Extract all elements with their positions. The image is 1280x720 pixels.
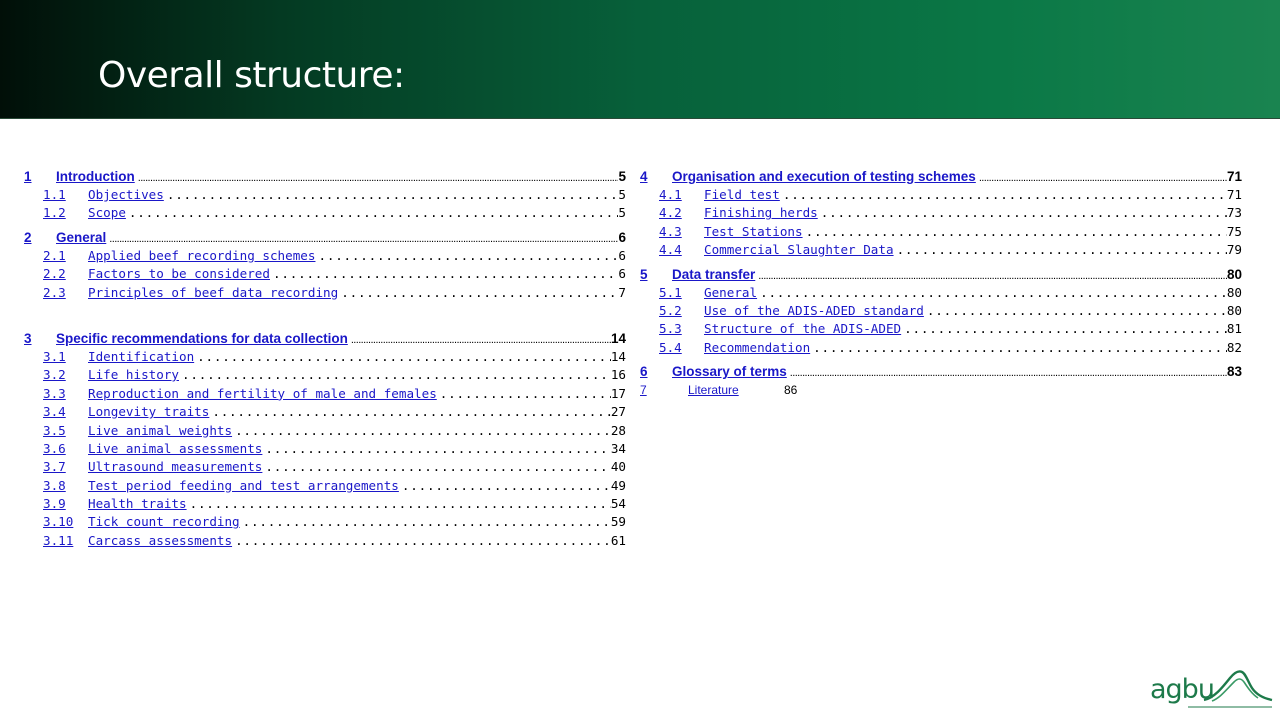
toc-entry-title-link[interactable]: Scope [88, 205, 126, 221]
toc-subsection-row[interactable] [640, 223, 1242, 241]
toc-subsection-row[interactable] [24, 366, 626, 384]
toc-page-number: 80 [1226, 302, 1242, 318]
toc-entry-title-link[interactable]: Tick count recording [88, 514, 240, 530]
toc-entry-title-link[interactable]: Field test [704, 187, 780, 202]
agbu-logo [1148, 664, 1276, 714]
toc-entry-title-link[interactable]: Glossary of terms [672, 364, 787, 380]
toc-page-number: 82 [1226, 339, 1242, 355]
toc-subsection-row[interactable] [24, 265, 626, 283]
toc-dot-leader [901, 320, 1227, 338]
toc-entry-number-link[interactable]: 2 [24, 229, 32, 245]
toc-entry-number-link[interactable]: 3.1 [43, 348, 66, 364]
toc-entry-number-link[interactable]: 3.10 [43, 514, 74, 530]
toc-entry-number-link[interactable]: 3.11 [43, 532, 74, 548]
toc-entry-number-link[interactable]: 1.1 [43, 187, 66, 202]
toc-dot-leader [894, 241, 1227, 259]
toc-dot-leader [179, 366, 611, 384]
toc-entry-number-link[interactable]: 3.5 [43, 422, 66, 438]
toc-entry-number-link[interactable]: 4.2 [659, 205, 682, 221]
toc-subsection-row[interactable] [640, 186, 1242, 204]
toc-dot-leader [787, 363, 1227, 381]
toc-entry-number-link[interactable]: 2.3 [43, 284, 66, 300]
toc-page-number: 5 [618, 169, 626, 184]
toc-page-number: 75 [1226, 223, 1242, 239]
slide-title: Overall structure: [98, 55, 405, 96]
toc-subsection-row[interactable] [24, 385, 626, 403]
toc-section-row[interactable] [640, 363, 1242, 381]
toc-section-row[interactable] [24, 168, 626, 186]
toc-subsection-row[interactable] [24, 403, 626, 421]
toc-entry-title-link[interactable]: Reproduction and fertility of male and females [88, 385, 437, 401]
toc-entry-title-link[interactable]: Life history [88, 367, 179, 383]
toc-dot-leader [232, 422, 611, 440]
toc-dot-leader [106, 229, 618, 247]
toc-entry-title-link[interactable]: Test period feeding and test arrangements [88, 477, 399, 493]
toc-dot-leader [810, 339, 1227, 357]
toc-entry-title-link[interactable]: Ultrasound measurements [88, 459, 263, 475]
toc-entry-title-link[interactable]: Use of the ADIS-ADED standard [704, 302, 924, 318]
toc-page-number: 14 [610, 348, 626, 364]
toc-entry-number-link[interactable]: 2.1 [43, 247, 66, 263]
toc-entry-number-link[interactable]: 3.4 [43, 404, 66, 420]
toc-dot-leader [399, 477, 611, 495]
toc-entry-title-link[interactable]: Literature [688, 383, 739, 398]
toc-page-number: 49 [610, 477, 626, 493]
toc-entry-number-link[interactable]: 1 [24, 169, 32, 184]
toc-subsection-row[interactable] [24, 513, 626, 531]
toc-dot-leader [270, 265, 618, 283]
toc-dot-leader [348, 330, 611, 348]
toc-page-number: 5 [618, 187, 626, 202]
toc-page-number: 80 [1226, 266, 1242, 282]
toc-page-number: 27 [610, 404, 626, 420]
toc-entry-number-link[interactable]: 4 [640, 169, 648, 184]
toc-page-number: 34 [610, 440, 626, 456]
toc-dot-leader [976, 168, 1227, 186]
toc-page-number: 59 [610, 514, 626, 530]
toc-column-left [24, 168, 626, 550]
toc-entry-number-link[interactable]: 4.4 [659, 242, 682, 258]
toc-subsection-row[interactable] [24, 440, 626, 458]
toc-spacer [24, 302, 626, 324]
toc-page-number: 17 [610, 385, 626, 401]
toc-subsection-row[interactable] [24, 532, 626, 550]
toc-section-row[interactable] [640, 168, 1242, 186]
toc-page-number: 73 [1226, 205, 1242, 221]
toc-dot-leader [126, 204, 618, 222]
toc-entry-number-link[interactable]: 5.4 [659, 339, 682, 355]
toc-entry-title-link[interactable]: Live animal assessments [88, 440, 263, 456]
toc-subsection-row[interactable] [24, 495, 626, 513]
toc-entry-title-link[interactable]: Health traits [88, 496, 187, 512]
toc-entry-number-link[interactable]: 4.3 [659, 223, 682, 239]
toc-dot-leader [164, 186, 619, 204]
toc-entry-number-link[interactable]: 5.2 [659, 302, 682, 318]
toc-entry-title-link[interactable]: General [56, 229, 107, 245]
toc-entry-number-link[interactable]: 3.7 [43, 459, 66, 475]
toc-section-row[interactable] [640, 266, 1242, 284]
toc-subsection-row[interactable] [24, 247, 626, 265]
toc-entry-number-link[interactable]: 5.1 [659, 284, 682, 300]
toc-page-number: 71 [1226, 187, 1242, 202]
toc-entry-number-link[interactable]: 5 [640, 266, 648, 282]
toc-subsection-row[interactable] [24, 186, 626, 204]
toc-dot-leader [315, 247, 618, 265]
title-banner [0, 0, 1280, 119]
toc-section-row[interactable] [640, 381, 1242, 399]
toc-page-number: 81 [1226, 321, 1242, 337]
toc-entry-number-link[interactable]: 1.2 [43, 205, 66, 221]
toc-dot-leader [757, 284, 1227, 302]
toc-page-number: 28 [610, 422, 626, 438]
toc-entry-title-link[interactable]: Data transfer [672, 266, 756, 282]
agbu-logo-text: agbu [1150, 674, 1214, 705]
toc-dot-leader [437, 385, 611, 403]
toc-entry-title-link[interactable]: Longevity traits [88, 404, 210, 420]
toc-dot-leader [187, 495, 611, 513]
toc-dot-leader [232, 532, 611, 550]
toc-dot-leader [135, 168, 619, 186]
toc-entry-number-link[interactable]: 3.6 [43, 440, 66, 456]
toc-entry-number-link[interactable]: 2.2 [43, 266, 66, 282]
toc-dot-leader [780, 186, 1227, 204]
toc-entry-number-link[interactable]: 4.1 [659, 187, 682, 202]
toc-page-number: 7 [618, 284, 626, 300]
toc-page-number: 71 [1226, 169, 1242, 184]
toc-subsection-row[interactable] [24, 458, 626, 476]
toc-entry-title-link[interactable]: Applied beef recording schemes [88, 247, 316, 263]
toc-entry-number-link[interactable]: 7 [640, 383, 647, 398]
toc-entry-title-link[interactable]: Commercial Slaughter Data [704, 242, 894, 258]
toc-page-number: 14 [610, 330, 626, 346]
toc-entry-title-link[interactable]: Structure of the ADIS-ADED [704, 321, 902, 337]
toc-page-number: 61 [610, 532, 626, 548]
toc-subsection-row[interactable] [24, 284, 626, 302]
toc-subsection-row[interactable] [640, 284, 1242, 302]
toc-entry-number-link[interactable]: 3.3 [43, 385, 66, 401]
toc-page-number: 79 [1226, 242, 1242, 258]
toc-entry-title-link[interactable]: Finishing herds [704, 205, 818, 221]
toc-dot-leader [924, 302, 1227, 320]
toc-section-row[interactable] [24, 330, 626, 348]
toc-entry-title-link[interactable]: Introduction [56, 169, 135, 184]
toc-entry-title-link[interactable]: Factors to be considered [88, 266, 270, 282]
toc-entry-title-link[interactable]: Identification [88, 348, 195, 364]
toc-subsection-row[interactable] [640, 339, 1242, 357]
toc-entry-number-link[interactable]: 3.8 [43, 477, 66, 493]
toc-page-number: 83 [1226, 364, 1242, 380]
toc-page-number: 16 [610, 367, 626, 383]
toc-entry-title-link[interactable]: Organisation and execution of testing schemes [672, 169, 976, 184]
toc-entry-title-link[interactable]: Objectives [88, 187, 164, 202]
toc-column-right [640, 168, 1242, 399]
toc-entry-number-link[interactable]: 3.2 [43, 367, 66, 383]
toc-page-number: 86 [784, 383, 798, 398]
toc-dot-leader [803, 223, 1227, 241]
toc-dot-leader [209, 403, 611, 421]
toc-dot-leader [194, 348, 611, 366]
toc-page-number: 40 [610, 459, 626, 475]
toc-subsection-row[interactable] [640, 320, 1242, 338]
toc-page-number: 5 [618, 205, 626, 221]
toc-subsection-row[interactable] [640, 204, 1242, 222]
toc-subsection-row[interactable] [24, 348, 626, 366]
toc-dot-leader [755, 266, 1227, 284]
toc-dot-leader [818, 204, 1227, 222]
toc-dot-leader [240, 513, 611, 531]
toc-page-number: 6 [618, 266, 626, 282]
toc-page-number: 6 [618, 229, 626, 245]
toc-subsection-row[interactable] [640, 241, 1242, 259]
toc-entry-title-link[interactable]: Principles of beef data recording [88, 284, 339, 300]
toc-entry-title-link[interactable]: Recommendation [704, 339, 811, 355]
toc-entry-number-link[interactable]: 6 [640, 364, 648, 380]
toc-entry-number-link[interactable]: 3.9 [43, 496, 66, 512]
toc-entry-number-link[interactable]: 5.3 [659, 321, 682, 337]
toc-dot-leader [338, 284, 618, 302]
toc-entry-title-link[interactable]: Specific recommendations for data collection [56, 330, 348, 346]
toc-entry-number-link[interactable]: 3 [24, 330, 32, 346]
toc-entry-title-link[interactable]: Test Stations [704, 223, 803, 239]
toc-page-number: 80 [1226, 284, 1242, 300]
toc-entry-title-link[interactable]: Carcass assessments [88, 532, 233, 548]
toc-page-number: 6 [618, 247, 626, 263]
toc-subsection-row[interactable] [24, 422, 626, 440]
toc-subsection-row[interactable] [24, 477, 626, 495]
toc-page-number: 54 [610, 496, 626, 512]
toc-section-row[interactable] [24, 229, 626, 247]
toc-subsection-row[interactable] [640, 302, 1242, 320]
toc-dot-leader [262, 458, 610, 476]
toc-entry-title-link[interactable]: General [704, 284, 758, 300]
toc-entry-title-link[interactable]: Live animal weights [88, 422, 233, 438]
toc-dot-leader [262, 440, 610, 458]
toc-subsection-row[interactable] [24, 204, 626, 222]
